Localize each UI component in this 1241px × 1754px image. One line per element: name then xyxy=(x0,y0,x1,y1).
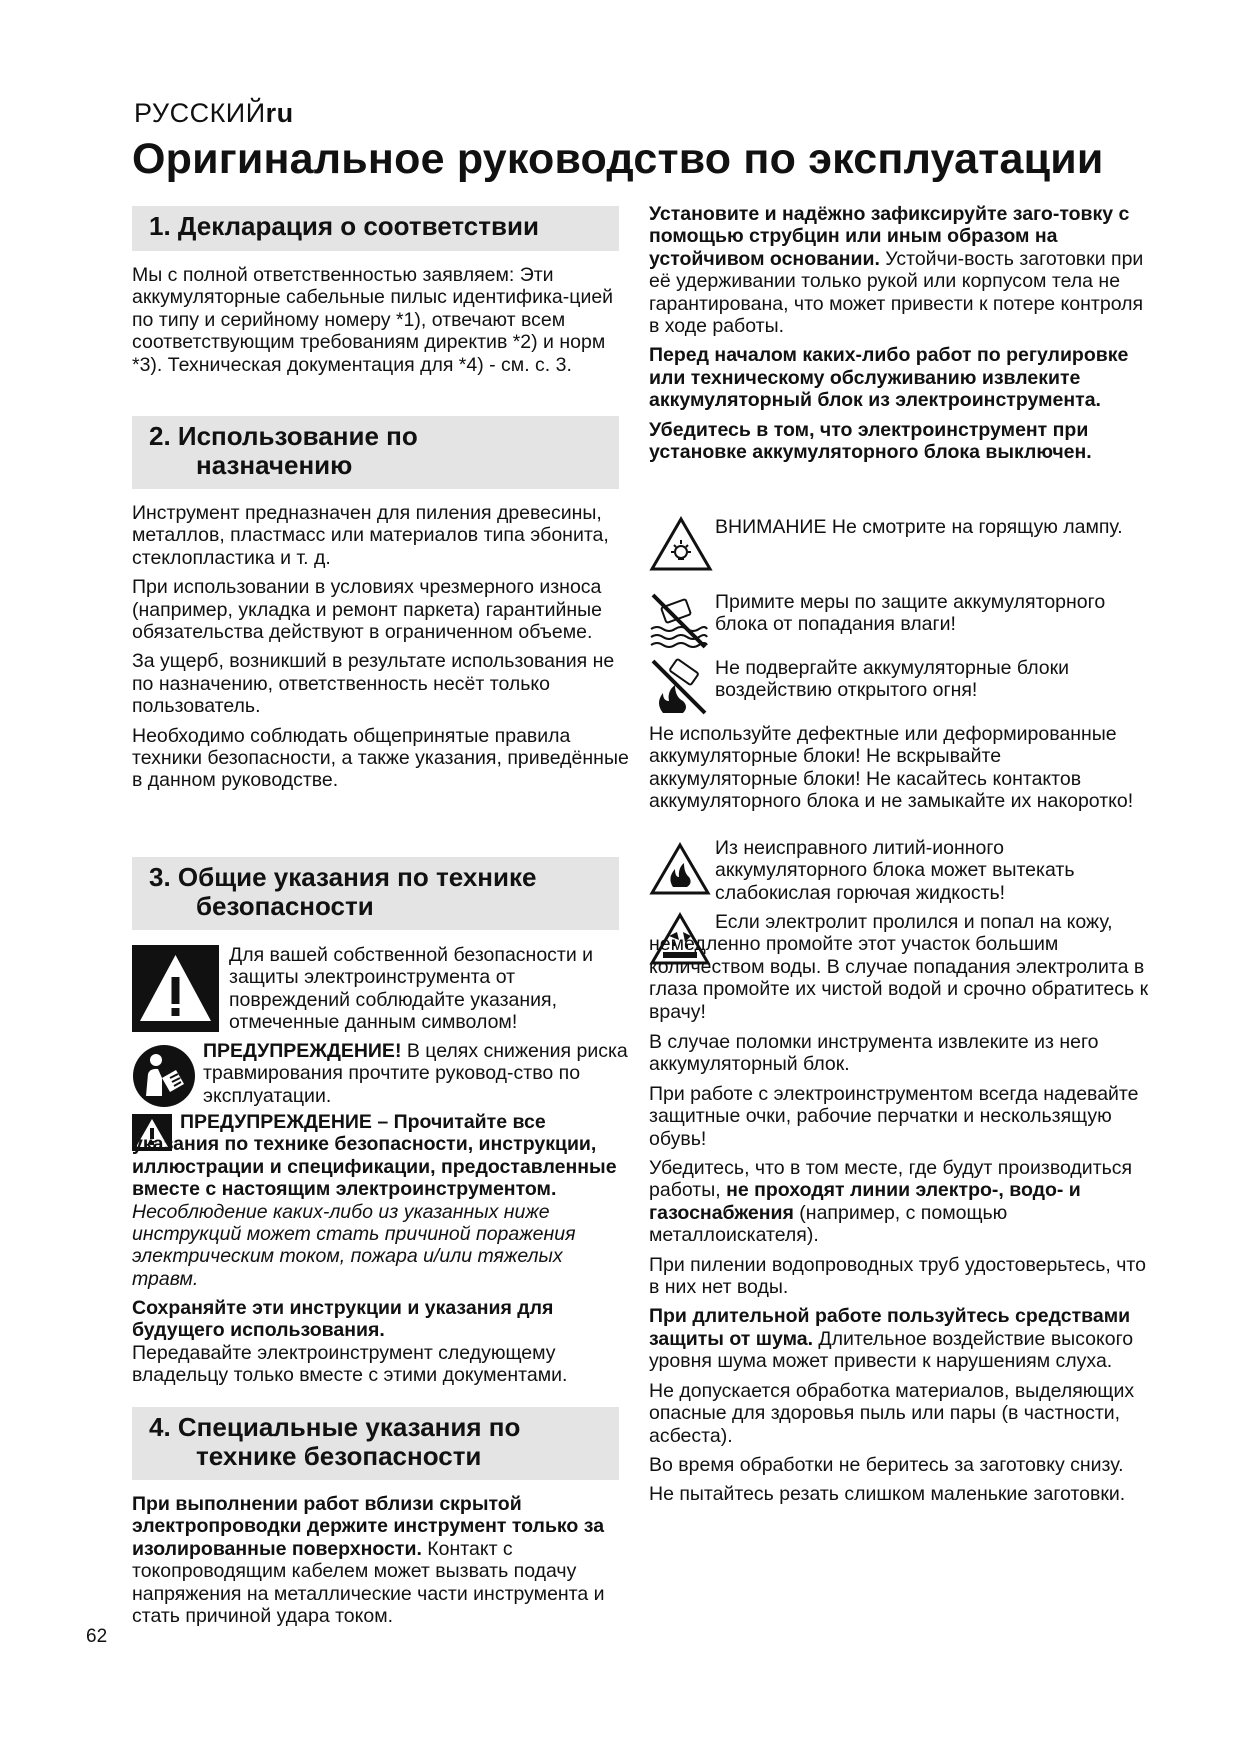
right-rules: В случае поломки инструмента извлеките из него аккумуляторный блок. При работе с электроинструментом всегда надевайте защитные очки, рабочие перчатки и нескользящую обувь! Убедитесь, что в том месте, где будут производиться работы, не проходят линии электро-, водо- и газоснабжения (например, с помощью металлоискателя). При пилении водопроводных труб удостоверьтесь, что в них нет воды. При длительной работе пользуйтесь средствами защиты от шума. Длительное воздействие высокого уровня шума может привести к нарушениям слуха. Не допускается обработка материалов, выделяющих опасные для здоровья пыль или пары (в частности, асбеста). Во время обработки не беритесь за заготовку снизу. Не пытайтесь резать слишком маленькие заготовки. xyxy=(649,1031,1146,1506)
warning-read-manual: ПРЕДУПРЕЖДЕНИЕ! В целях снижения риска травмирования прочтите руковод-ство по эксплуатации. xyxy=(203,1040,628,1107)
defective-battery-warning: Не используйте дефектные или деформированные аккумуляторные блоки! Не вскрывайте аккумуляторные блоки! Не касайтесь контактов аккумуляторного блока и не замыкайте их накоротко! xyxy=(649,723,1134,813)
page-title: Оригинальное руководство по эксплуатации xyxy=(132,135,1104,183)
section-1-body: Мы с полной ответственностью заявляем: Эти аккумуляторные сабельные пилыс идентифика-цией по типу и серийному номеру *1), отвечают всем соответствующим требованиям директив *2) и норм *3). Техническая документация для *4) - см. с. 3. xyxy=(132,264,614,376)
section-2-heading: 2. Использование по назначению xyxy=(132,416,619,489)
section-3-heading: 3. Общие указания по технике безопасности xyxy=(132,857,619,930)
page-number: 62 xyxy=(86,1626,108,1647)
hot-lamp-warning-icon xyxy=(649,516,713,572)
flammable-warning-icon xyxy=(649,842,711,896)
section-4-heading: 4. Специальные указания по технике безопасности xyxy=(132,1407,619,1480)
fire-warning: Не подвергайте аккумуляторные блоки воздействию открытого огня! xyxy=(715,657,1070,702)
safety-symbol-note: Для вашей собственной безопасности и защиты электроинструмента от повреждений соблюдайте указания, отмеченные данным символом! xyxy=(229,944,594,1034)
lamp-warning: ВНИМАНИЕ Не смотрите на горящую лампу. xyxy=(715,516,1123,538)
section-1-heading: 1. Декларация о соответствии xyxy=(132,206,619,251)
keep-instructions: Сохраняйте эти инструкции и указания для будущего использования. Передавайте электроинструмент следующему владельцу только вместе с этими документами. xyxy=(132,1297,568,1387)
warning-read-all: ПРЕДУПРЕЖДЕНИЕ – Прочитайте все указания по технике безопасности, инструкции, иллюстрации и спецификации, предоставленные вместе с настоящим электроинструментом. Несоблюдение каких-либо из указанных ниже инструкций может стать причиной поражения электрическим током, пожара и/или тяжелых травм. xyxy=(132,1111,617,1290)
electrolyte-warning: Если электролит пролился и попал на кожу, немедленно промойте этот участок большим количеством воды. В случае попадания электролита в глаза промойте их чистой водой и срочно обратитесь к врачу! xyxy=(649,911,1149,1023)
language-label: РУССКИЙru xyxy=(134,98,294,128)
right-intro: Установите и надёжно зафиксируйте заго-товку с помощью струбцин или иным образом на устойчивом основании. Устойчи-вость заготовки при её удерживании только рукой или корпусом тела не гарантирована, что может привести к потере контроля в ходе работы. Перед началом каких-либо работ по регулировке или техническому обслуживанию извлеките аккумуляторный блок из электроинструмента. Убедитесь в том, что электроинструмент при установке аккумуляторного блока выключен. xyxy=(649,203,1144,464)
warning-triangle-icon xyxy=(132,945,219,1032)
read-manual-icon xyxy=(132,1044,196,1108)
section-4-body: При выполнении работ вблизи скрытой электропроводки держите инструмент только за изолированные поверхности. Контакт с токопроводящим кабелем может вызвать подачу напряжения на металлические части инструмента и стать причиной удара током. xyxy=(132,1493,605,1628)
flammable-liquid-warning: Из неисправного литий-ионного аккумуляторного блока может вытекать слабокислая горючая жидкость! xyxy=(715,837,1075,904)
moisture-warning: Примите меры по защите аккумуляторного блока от попадания влаги! xyxy=(715,591,1106,636)
no-moisture-icon xyxy=(649,591,709,651)
no-fire-icon xyxy=(649,657,709,717)
section-2-body: Инструмент предназначен для пиления древесины, металлов, пластмасс или материалов типа эбонита, стеклопластика и т. д. При использовании в условиях чрезмерного износа (например, укладка и ремонт паркета) гарантийные обязательства действуют в ограниченном объеме. За ущерб, возникший в результате использования не по назначению, ответственность несёт только пользователь. Необходимо соблюдать общепринятые правила техники безопасности, а также указания, приведённые в данном руководстве. xyxy=(132,502,629,792)
